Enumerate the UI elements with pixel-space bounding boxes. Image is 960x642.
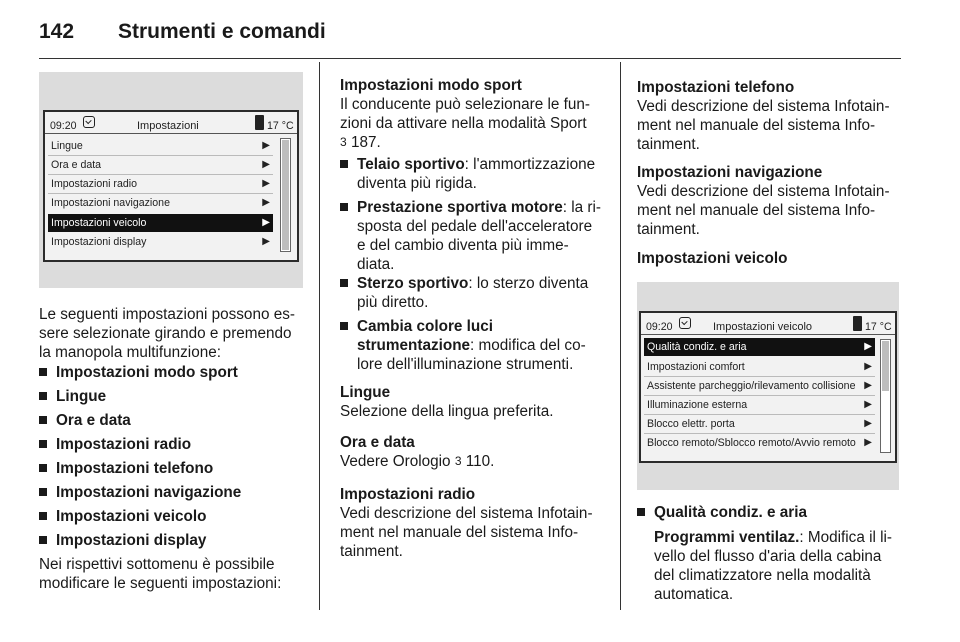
section-heading: Impostazioni veicolo (637, 250, 788, 267)
section-heading: Lingue (340, 384, 391, 401)
screen-menu-item-selected[interactable]: Qualità condiz. e aria ▶ (644, 338, 875, 356)
chevron-right-icon: ▶ (262, 159, 270, 170)
column-divider (319, 62, 320, 610)
screen-menu-item[interactable]: Illuminazione esterna ▶ (644, 396, 875, 414)
chevron-right-icon: ▶ (262, 197, 270, 208)
header-rule (39, 58, 901, 59)
column-divider (620, 62, 621, 610)
screen-time: 09:20 (50, 120, 77, 132)
bullet-icon (39, 368, 47, 376)
screen-menu-item[interactable]: Blocco remoto/Sblocco remoto/Avvio remoto ▶ (644, 434, 875, 452)
bullet-icon (39, 488, 47, 496)
settings-screen-figure (39, 72, 303, 288)
screen-menu-item[interactable]: Assistente parcheggio/rilevamento collisione ▶ (644, 377, 875, 395)
phone-icon (255, 115, 264, 130)
bullet-icon (340, 279, 348, 287)
screen-menu-item[interactable]: Impostazioni display ▶ (48, 233, 273, 251)
page-ref-arrow-icon: 3 (454, 454, 462, 468)
screen-title: Impostazioni (137, 120, 199, 132)
list-item: Impostazioni navigazione (39, 483, 241, 502)
page-number: 142 (39, 20, 75, 43)
chevron-right-icon: ▶ (864, 399, 872, 410)
bullet-icon (39, 416, 47, 424)
screen-menu-item[interactable]: Impostazioni comfort ▶ (644, 358, 875, 376)
screen-status-bar (45, 112, 297, 134)
bullet-icon (637, 508, 645, 516)
vehicle-settings-screen (639, 311, 897, 463)
list-item: Lingue (39, 387, 106, 406)
chevron-right-icon: ▶ (262, 217, 270, 228)
section-heading: Impostazioni telefono (637, 79, 795, 96)
bullet-icon (340, 322, 348, 330)
page-ref-link[interactable]: 110. (465, 453, 495, 470)
list-item: Impostazioni modo sport (39, 363, 238, 382)
section-heading: Impostazioni navigazione (637, 164, 823, 181)
bullet-icon (39, 536, 47, 544)
list-item: Sterzo sportivo: lo sterzo diventa più diretto. (340, 274, 588, 312)
screen-menu-item[interactable]: Lingue ▶ (48, 137, 273, 155)
phone-icon (853, 316, 862, 331)
intro-paragraph: Le seguenti impostazioni possono es- sere selezionate girando e premendo la manopola multifunzione: (39, 306, 295, 361)
page-header (39, 14, 899, 48)
sport-section: Impostazioni modo sport Il conducente può selezionare le fun- zioni da attivare nella modalità Sport 3 187. (340, 76, 610, 153)
chevron-right-icon: ▶ (864, 380, 872, 391)
veicolo-section (637, 249, 903, 268)
page-ref-link[interactable]: 187. (350, 134, 381, 151)
bullet-icon (39, 440, 47, 448)
bullet-icon (340, 203, 348, 211)
clock-check-icon (83, 116, 95, 128)
page-ref-arrow-icon: 3 (340, 135, 347, 149)
screen-scrollbar[interactable] (280, 138, 291, 252)
bullet-icon (340, 160, 348, 168)
list-item: Telaio sportivo: l'ammortizzazione diventa più rigida. (340, 155, 595, 193)
screen-menu-item[interactable]: Blocco elettr. porta ▶ (644, 415, 875, 433)
screen-menu-item[interactable]: Ora e data ▶ (48, 156, 273, 174)
section-title: Strumenti e comandi (118, 20, 326, 43)
list-item: Cambia colore luci strumentazione: modifica del co- lore dell'illuminazione strumenti. (340, 317, 586, 374)
chevron-right-icon: ▶ (262, 140, 270, 151)
screen-scrollbar[interactable] (880, 339, 891, 453)
navigazione-section: Impostazioni navigazione Vedi descrizione del sistema Infotain- ment nel manuale del sistema Info- tainment. (637, 163, 907, 239)
list-item: Impostazioni telefono (39, 459, 213, 478)
screen-temperature: 17 °C (267, 120, 294, 132)
chevron-right-icon: ▶ (864, 437, 872, 448)
section-heading: Ora e data (340, 434, 415, 451)
screen-status-bar (641, 313, 895, 335)
list-item: Prestazione sportiva motore: la ri- sposta del pedale dell'acceleratore e del cambio diventa più imme- diata. (340, 198, 601, 274)
bullet-icon (39, 392, 47, 400)
outro-paragraph: Nei rispettivi sottomenu è possibile modificare le seguenti impostazioni: (39, 556, 282, 592)
chevron-right-icon: ▶ (262, 236, 270, 247)
screen-menu-item[interactable]: Impostazioni radio ▶ (48, 175, 273, 193)
section-heading: Impostazioni radio (340, 486, 476, 503)
chevron-right-icon: ▶ (864, 341, 872, 352)
telefono-section: Impostazioni telefono Vedi descrizione del sistema Infotain- ment nel manuale del sistema Info- tainment. (637, 78, 907, 154)
screen-menu-item-selected[interactable]: Impostazioni veicolo ▶ (48, 214, 273, 232)
list-item: Qualità condiz. e aria Programmi ventilaz.: Modifica il li- vello del flusso d'aria della cabina del climatizzatore nella modalità automatica. (637, 503, 892, 604)
list-item: Impostazioni display (39, 531, 206, 550)
settings-screen (43, 110, 299, 262)
chevron-right-icon: ▶ (864, 361, 872, 372)
ora-section: Ora e data Vedere Orologio 3 110. (340, 433, 606, 472)
vehicle-settings-screen-figure (637, 282, 899, 490)
list-item: Ora e data (39, 411, 131, 430)
bullet-icon (39, 512, 47, 520)
screen-time: 09:20 (646, 321, 673, 333)
clock-check-icon (679, 317, 691, 329)
screen-temperature: 17 °C (865, 321, 892, 333)
list-item: Impostazioni radio (39, 435, 191, 454)
chevron-right-icon: ▶ (262, 178, 270, 189)
screen-title: Impostazioni veicolo (713, 321, 813, 333)
section-heading: Impostazioni modo sport (340, 77, 522, 94)
list-item: Impostazioni veicolo (39, 507, 206, 526)
screen-menu-item[interactable]: Impostazioni navigazione ▶ (48, 194, 273, 212)
chevron-right-icon: ▶ (864, 418, 872, 429)
bullet-icon (39, 464, 47, 472)
lingue-section: Lingue Selezione della lingua preferita. (340, 383, 606, 421)
radio-section: Impostazioni radio Vedi descrizione del sistema Infotain- ment nel manuale del sistema Info- tainment. (340, 485, 610, 561)
